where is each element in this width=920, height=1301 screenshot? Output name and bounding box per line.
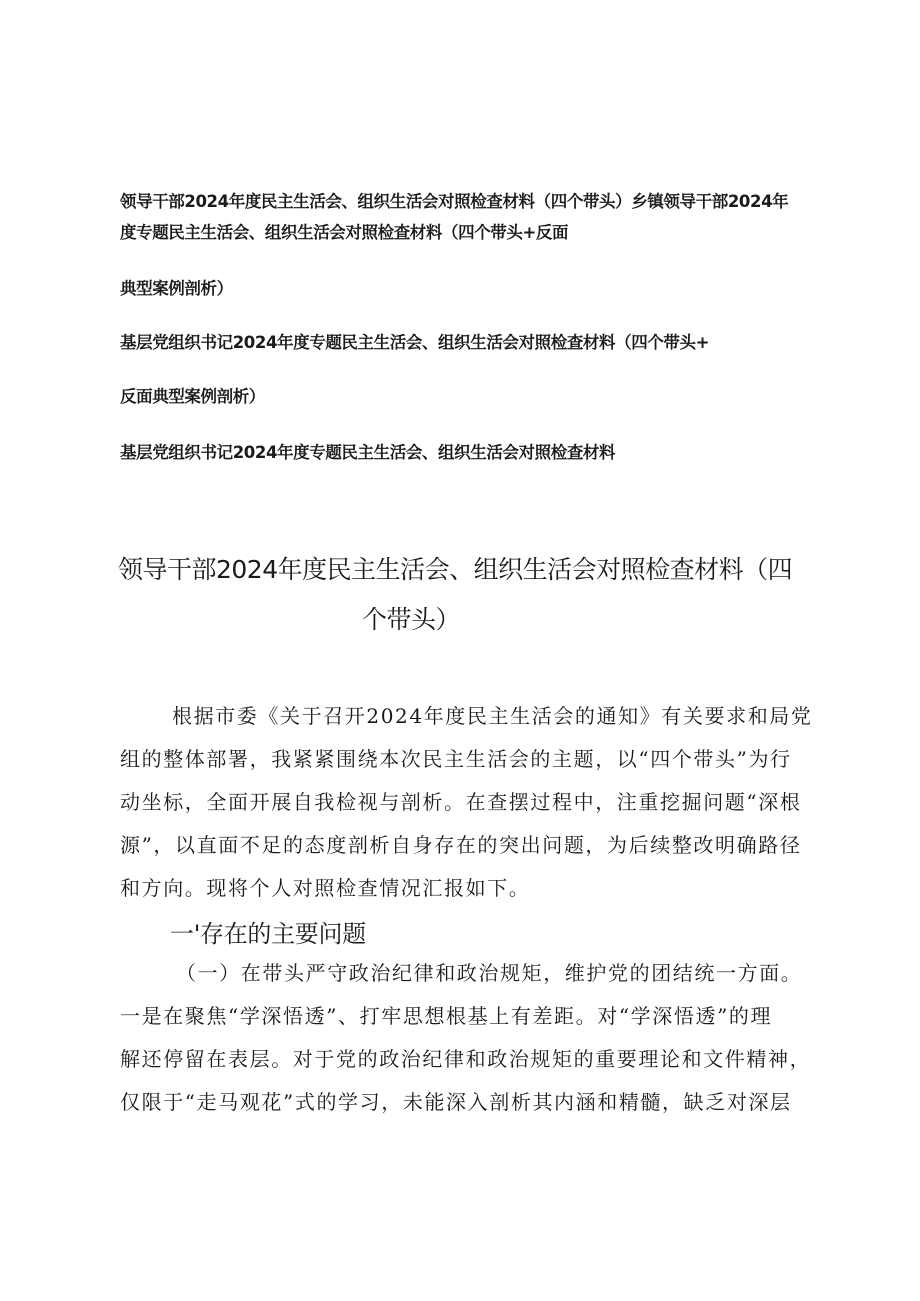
title-line-1: 领导干部2024年度民主生活会、组织生活会对照检查材料（四 (118, 555, 793, 584)
toc-line: 基层党组织书记2024年度专题民主生活会、组织生活会对照检查材料 (120, 443, 616, 462)
paragraph-line: 组的整体部署，我紧紧围绕本次民主生活会的主题，以“四个带头”为行 (120, 747, 792, 771)
paragraph-line: 根据市委《关于召开2024年度民主生活会的通知》有关要求和局党 (172, 704, 813, 728)
paragraph-line: （一）在带头严守政治纪律和政治规矩，维护党的团结统一方面。 (176, 961, 803, 985)
paragraph-line: 解还停留在表层。对于党的政治纪律和政治规矩的重要理论和文件精神， (120, 1047, 812, 1071)
paragraph-line: 和方向。现将个人对照检查情况汇报如下。 (120, 876, 531, 900)
paragraph-line: 源”，以直面不足的态度剖析自身存在的突出问题，为后续整改明确路径 (120, 833, 802, 857)
toc-line: 典型案例剖析） (120, 279, 233, 298)
toc-line: 领导干部2024年度民主生活会、组织生活会对照检查材料（四个带头）乡镇领导干部2024年 (120, 192, 789, 211)
section-heading: 一'存在的主要问题 (170, 920, 366, 948)
paragraph-line: 动坐标，全面开展自我检视与剖析。在查摆过程中，注重挖掘问题“深根 (120, 790, 802, 814)
toc-line: 基层党组织书记2024年度专题民主生活会、组织生活会对照检查材料（四个带头+ (120, 333, 710, 352)
paragraph-line: 一是在聚焦“学深悟透”、打牢思想根基上有差距。对“学深悟透”的理 (120, 1004, 773, 1028)
paragraph-line: 仅限于“走马观花”式的学习，未能深入剖析其内涵和精髓，缺乏对深层 (120, 1090, 792, 1114)
title-line-2: 个带头） (362, 605, 461, 634)
toc-line: 度专题民主生活会、组织生活会对照检查材料（四个带头+反面 (120, 223, 569, 242)
toc-line: 反面典型案例剖析） (120, 387, 265, 406)
